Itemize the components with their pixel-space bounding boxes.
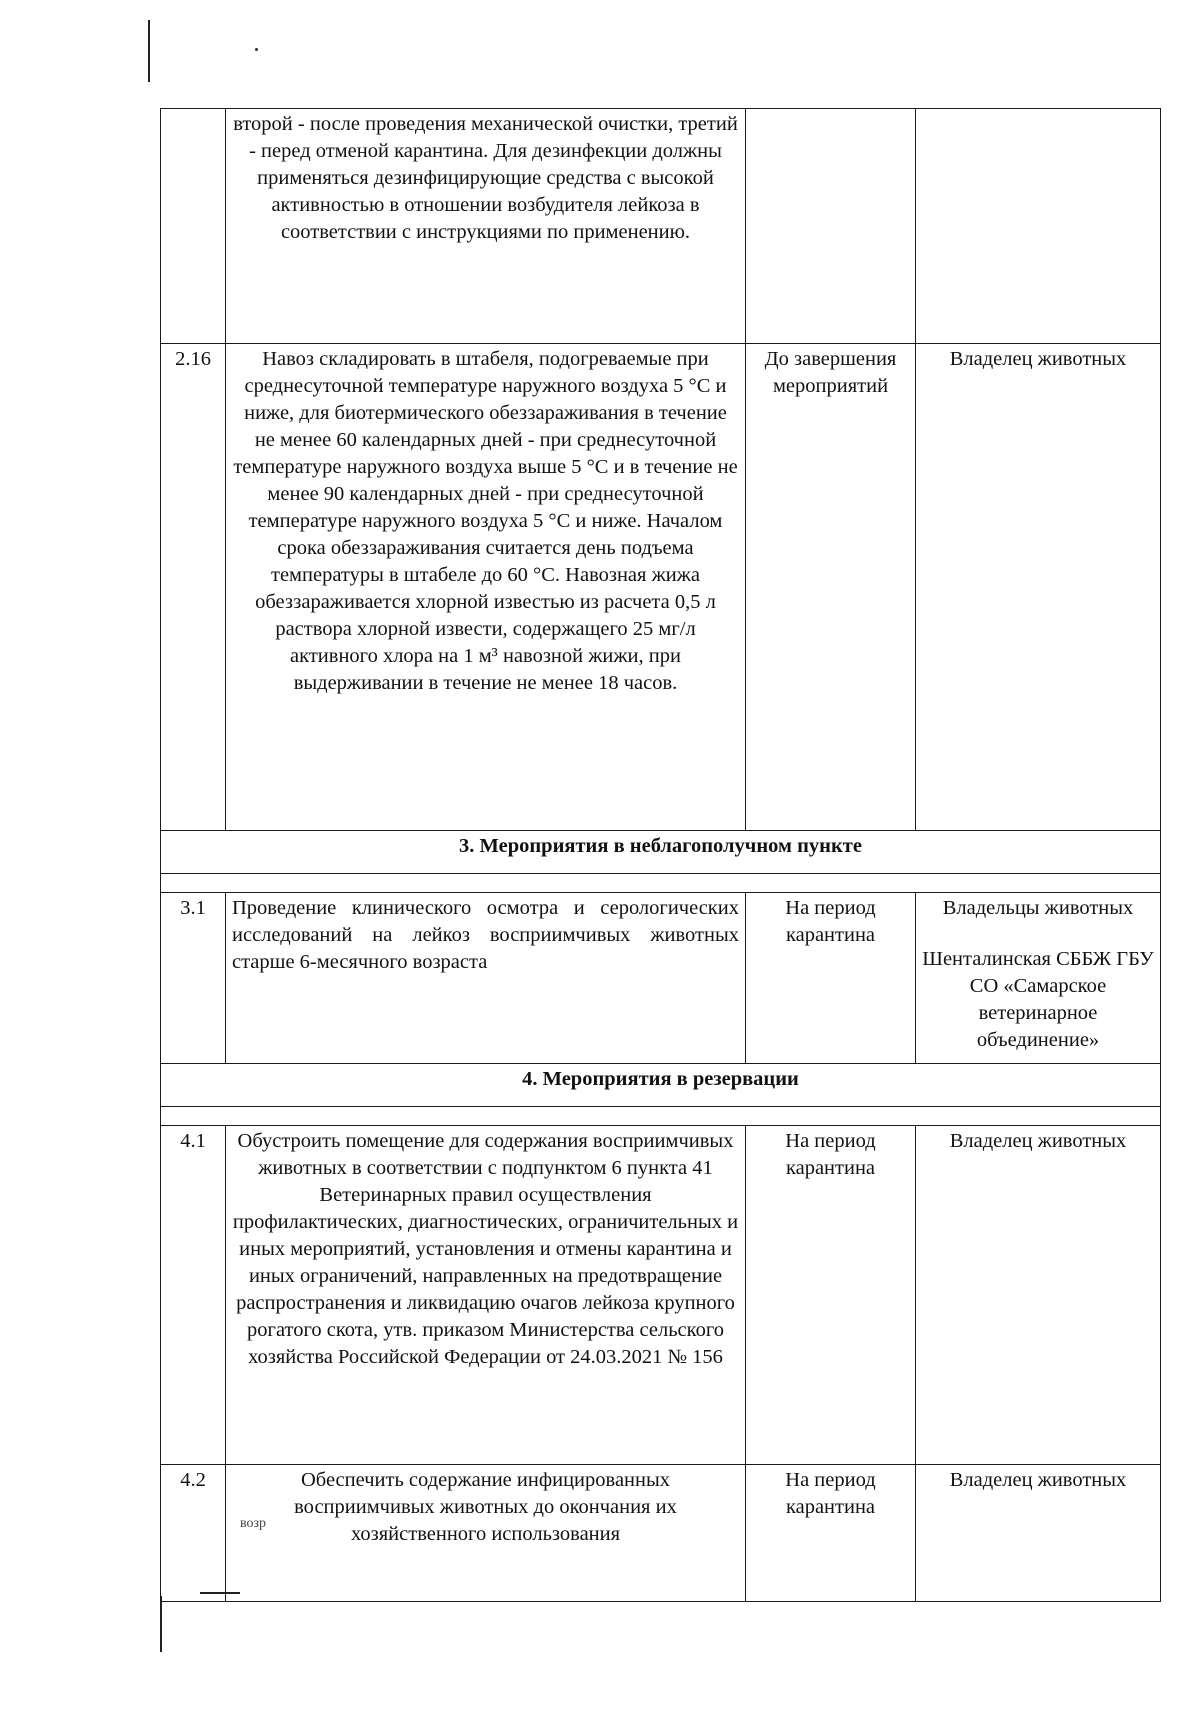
- measure-term: [746, 109, 916, 344]
- measure-text: второй - после проведения механической очистки, третий - перед отменой карантина. Для дезинфекции должны применяться дезинфицирующие средства с высокой активностью в отношении возбудителя лейкоза в соответствии с инструкциями по применению.: [226, 109, 746, 344]
- row-number: 2.16: [161, 344, 226, 831]
- measure-text: Проведение клинического осмотра и серологических исследований на лейкоз восприимчивых животных старше 6-месячного возраста: [226, 893, 746, 1064]
- stray-scan-text: возр: [240, 1516, 267, 1531]
- measure-responsible: Владелец животных: [916, 1126, 1161, 1465]
- table-row-3-1: [161, 893, 1161, 1064]
- section-title: 4. Мероприятия в резервации: [161, 1064, 1161, 1107]
- scan-edge-mark-bottom: [160, 1596, 162, 1652]
- section-gap-row: [161, 1107, 1161, 1126]
- responsible-spacer: [922, 922, 1154, 946]
- measures-table: [160, 108, 1161, 1602]
- measure-text: Навоз складировать в штабеля, подогреваемые при среднесуточной температуре наружного воздуха 5 °С и ниже, для биотермического обеззараживания в течение не менее 60 календарных дней - при среднесуточной температуре наружного воздуха выше 5 °С и в течение не менее 90 календарных дней - при среднесуточной температуре наружного воздуха 5 °С и ниже. Началом срока обеззараживания считается день подъема температуры в штабеле до 60 °С. Навозная жижа обеззараживается хлорной известью из расчета 0,5 л раствора хлорной извести, содержащего 25 мг/л активного хлора на 1 м³ навозной жижи, при выдерживании в течение не менее 18 часов.: [226, 344, 746, 831]
- measure-responsible: [916, 109, 1161, 344]
- section-gap-row: [161, 874, 1161, 893]
- measure-responsible: Владелец животных: [916, 344, 1161, 831]
- measure-text: Обеспечить содержание инфицированных восприимчивых животных до окончания их хозяйственного использования: [226, 1465, 746, 1602]
- responsible-vet-station: Шенталинская СББЖ ГБУ СО «Самарское ветеринарное объединение»: [922, 948, 1154, 1051]
- measure-term: До завершения мероприятий: [746, 344, 916, 831]
- measure-text: Обустроить помещение для содержания восприимчивых животных в соответствии с подпунктом 6 пункта 41 Ветеринарных правил осуществления профилактических, диагностических, ограничительных и иных мероприятий, установления и отмены карантина и иных ограничений, направленных на предотвращение распространения и ликвидацию очагов лейкоза крупного рогатого скота, утв. приказом Министерства сельского хозяйства Российской Федерации от 24.03.2021 № 156: [226, 1126, 746, 1465]
- section-title: 3. Мероприятия в неблагополучном пункте: [161, 831, 1161, 874]
- section-header-row-3: [161, 831, 1161, 874]
- measure-term: На период карантина: [746, 893, 916, 1064]
- table-row-4-1: [161, 1126, 1161, 1465]
- measure-term: На период карантина: [746, 1465, 916, 1602]
- scan-speck: [255, 48, 258, 51]
- table-row-4-2: [161, 1465, 1161, 1602]
- row-number: 4.2: [161, 1465, 226, 1602]
- measure-term: На период карантина: [746, 1126, 916, 1465]
- measure-responsible: [916, 893, 1161, 1064]
- table-row-2-16: [161, 344, 1161, 831]
- row-number: 3.1: [161, 893, 226, 1064]
- measure-responsible: Владелец животных: [916, 1465, 1161, 1602]
- row-number: [161, 109, 226, 344]
- scan-edge-mark-top: [148, 20, 150, 82]
- responsible-owners: Владельцы животных: [942, 897, 1134, 919]
- section-header-row-4: [161, 1064, 1161, 1107]
- row-number: 4.1: [161, 1126, 226, 1465]
- table-row-continuation: [161, 109, 1161, 344]
